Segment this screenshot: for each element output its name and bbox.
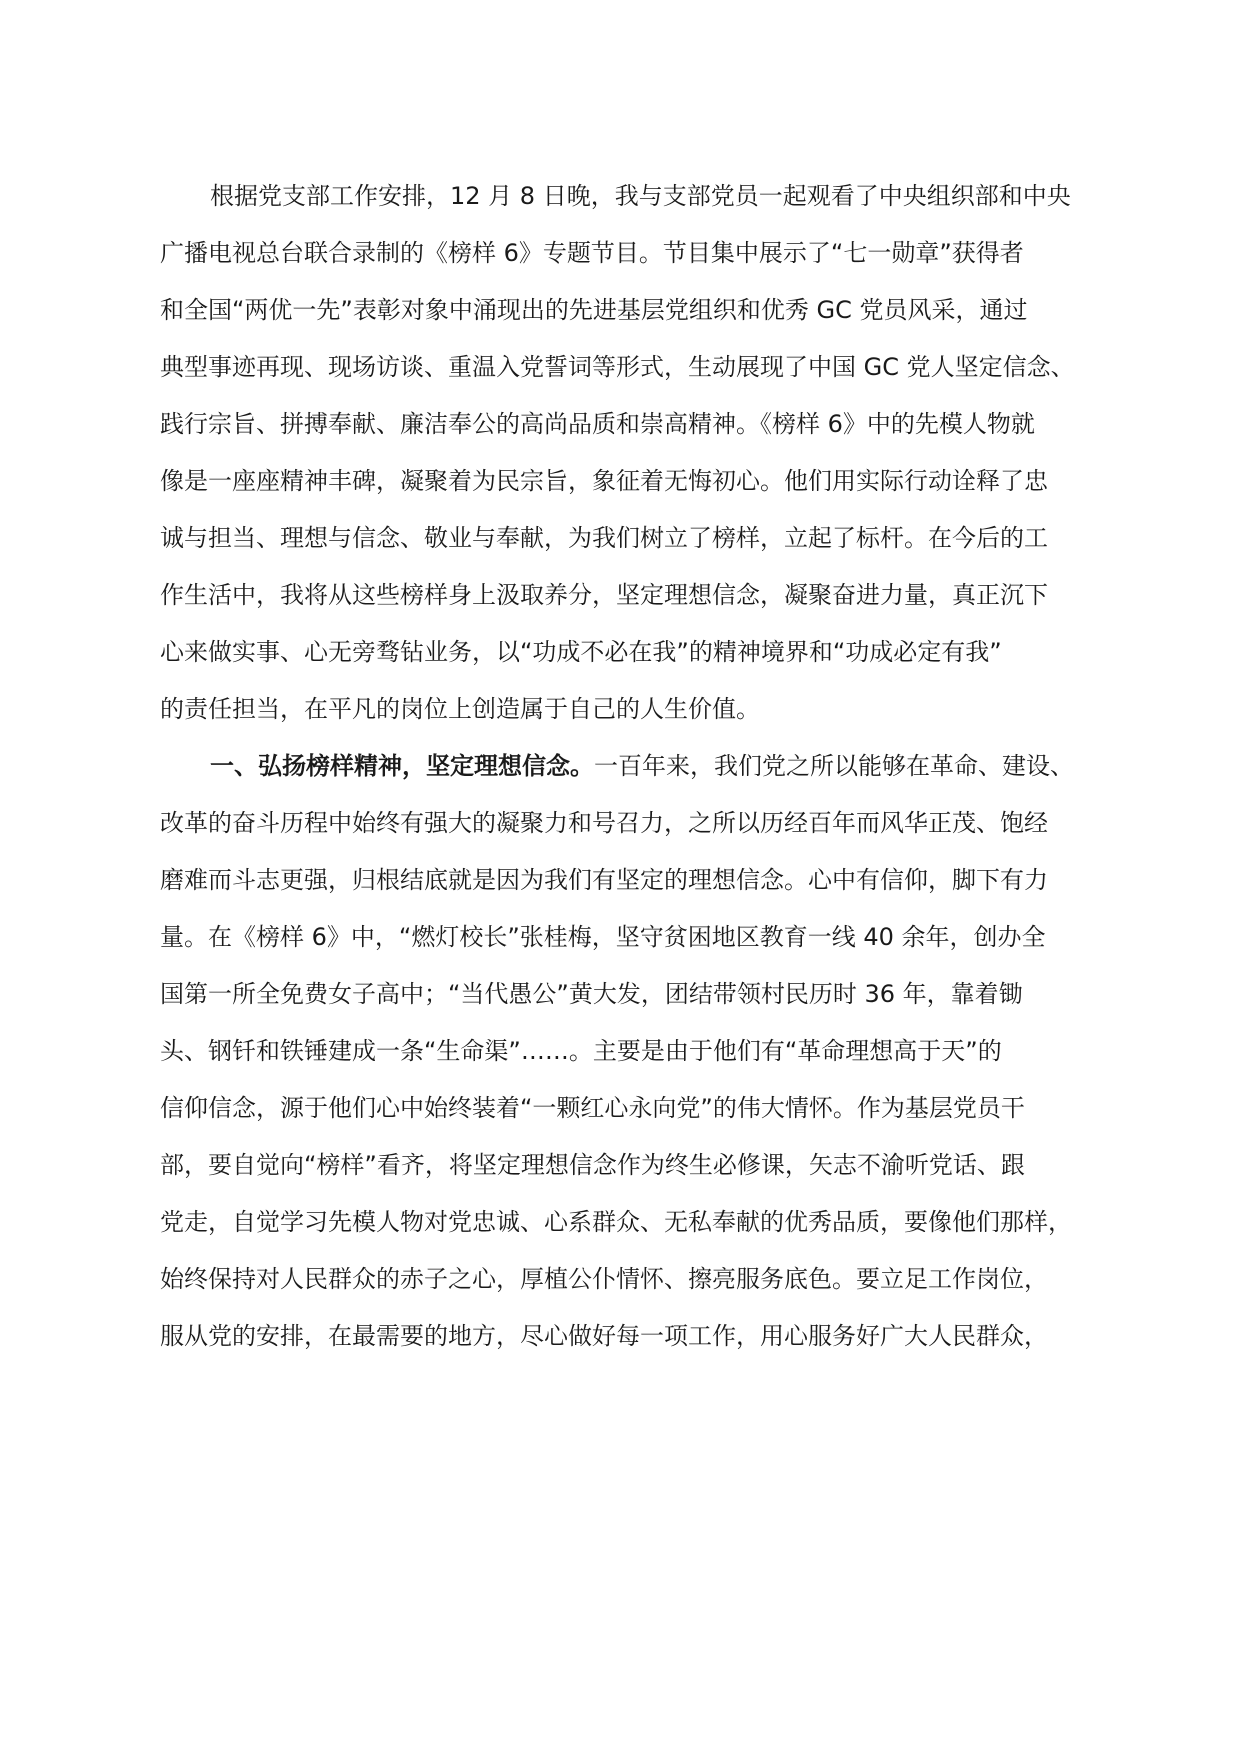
section-1-first-line	[160, 746, 1074, 786]
paragraph-1-line-2: 广播电视总台联合录制的《榜样 6》专题节目。节目集中展示了“七一勋章”获得者	[160, 239, 1024, 267]
section-1-line-10: 始终保持对人民群众的赤子之心，厚植公仆情怀、擦亮服务底色。要立足工作岗位，	[160, 1265, 1048, 1293]
section-1-first-line-text: 一百年来，我们党之所以能够在革命、建设、	[594, 752, 1074, 780]
section-1-heading: 一、弘扬榜样精神，坚定理想信念。	[210, 752, 594, 780]
section-1-line-2: 改革的奋斗历程中始终有强大的凝聚力和号召力，之所以历经百年而风华正茂、饱经	[160, 809, 1048, 837]
paragraph-1-line-4: 典型事迹再现、现场访谈、重温入党誓词等形式，生动展现了中国 GC 党人坚定信念、	[160, 353, 1075, 381]
section-1-line-4: 量。在《榜样 6》中，“燃灯校长”张桂梅，坚守贫困地区教育一线 40 余年，创办全	[160, 923, 1046, 951]
paragraph-1-line-1: 根据党支部工作安排，12 月 8 日晚，我与支部党员一起观看了中央组织部和中央	[210, 182, 1071, 210]
section-1-line-7: 信仰信念，源于他们心中始终装着“一颗红心永向党”的伟大情怀。作为基层党员干	[160, 1094, 1025, 1122]
section-1-line-8: 部，要自觉向“榜样”看齐，将坚定理想信念作为终生必修课，矢志不渝听党话、跟	[160, 1151, 1025, 1179]
paragraph-1-line-10: 的责任担当，在平凡的岗位上创造属于自己的人生价值。	[160, 695, 760, 723]
paragraph-1-line-6: 像是一座座精神丰碑，凝聚着为民宗旨，象征着无悔初心。他们用实际行动诠释了忠	[160, 467, 1048, 495]
section-1-line-5: 国第一所全免费女子高中；“当代愚公”黄大发，团结带领村民历时 36 年，靠着锄	[160, 980, 1023, 1008]
section-1-line-9: 党走，自觉学习先模人物对党忠诚、心系群众、无私奉献的优秀品质，要像他们那样，	[160, 1208, 1072, 1236]
paragraph-1-line-9: 心来做实事、心无旁骛钻业务，以“功成不必在我”的精神境界和“功成必定有我”	[160, 638, 1002, 666]
section-1-line-6: 头、钢钎和铁锤建成一条“生命渠”……。主要是由于他们有“革命理想高于天”的	[160, 1037, 1002, 1065]
section-1-line-11: 服从党的安排，在最需要的地方，尽心做好每一项工作，用心服务好广大人民群众，	[160, 1322, 1048, 1350]
section-1-line-3: 磨难而斗志更强，归根结底就是因为我们有坚定的理想信念。心中有信仰，脚下有力	[160, 866, 1048, 894]
paragraph-1-line-7: 诚与担当、理想与信念、敬业与奉献，为我们树立了榜样，立起了标杆。在今后的工	[160, 524, 1048, 552]
paragraph-1-line-3: 和全国“两优一先”表彰对象中涌现出的先进基层党组织和优秀 GC 党员风采，通过	[160, 296, 1028, 324]
paragraph-1-line-8: 作生活中，我将从这些榜样身上汲取养分，坚定理想信念，凝聚奋进力量，真正沉下	[160, 581, 1048, 609]
paragraph-1-line-5: 践行宗旨、拼搏奉献、廉洁奉公的高尚品质和崇高精神。《榜样 6》中的先模人物就	[160, 410, 1035, 438]
